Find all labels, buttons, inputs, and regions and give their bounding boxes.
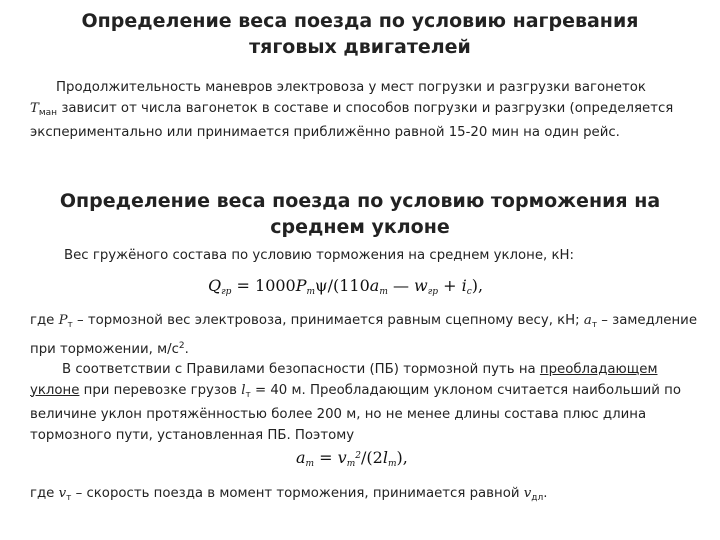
formula2-v-sub: т — [346, 459, 356, 469]
p3-symbol-P: P — [58, 313, 68, 328]
formula-deceleration — [296, 448, 408, 469]
p3-text-g: = 40 м. Преобладающим уклоном считается наибольший по величине уклон протяжённостью более 200 м, но не менее длины состава плюс длина тормозного пути, установленная ПБ. Поэтому — [30, 382, 681, 443]
formula2-sup: 2 — [355, 451, 361, 461]
p3-symbol-a-sub: т — [591, 320, 598, 330]
p3-text-d: . — [184, 341, 189, 357]
p4-symbol-v: v — [58, 486, 67, 501]
formula-plus: + — [438, 276, 462, 295]
formula-eq: = 1000 — [231, 276, 296, 295]
formula-i-sub: c — [466, 287, 472, 297]
p3-underlined-prevailing: преобладающем — [539, 362, 658, 377]
formula-loaded-weight — [208, 276, 483, 297]
formula2-l: l — [382, 448, 388, 467]
formula-psi: ψ/(110 — [315, 276, 370, 295]
formula-P: P — [295, 276, 307, 295]
formula-end: ), — [471, 276, 484, 295]
p4-symbol-vd-sub: дл — [531, 493, 544, 503]
p4-text-b: – скорость поезда в момент торможения, принимается равной — [71, 486, 524, 501]
p3-sup: 2 — [178, 340, 185, 351]
formula-minus: — — [387, 276, 415, 295]
formula2-a: a — [296, 448, 306, 467]
p3-symbol-l: l — [241, 382, 246, 398]
p4-symbol-v-sub: т — [66, 493, 72, 503]
p3-text-f: при перевозке грузов — [79, 382, 242, 398]
paragraph-braking-definitions — [30, 311, 702, 446]
p3-symbol-a: a — [583, 313, 592, 328]
symbol-T-subscript: ман — [38, 107, 58, 118]
p3-underlined-slope: уклоне — [30, 382, 80, 398]
p4-symbol-vd: v — [523, 486, 532, 501]
formula2-a-sub: т — [305, 459, 315, 469]
formula-w: w — [414, 276, 428, 295]
p3-symbol-P-sub: т — [67, 320, 73, 330]
formula-i: i — [461, 276, 467, 295]
formula2-l-sub: т — [387, 459, 397, 469]
p3-text-a: где — [30, 313, 59, 328]
symbol-T: T — [30, 100, 39, 116]
paragraph-speed-definition — [30, 484, 702, 509]
formula-a: a — [369, 276, 380, 295]
p3-text-b: – тормозной вес электровоза, принимается равным сцепному весу, кН; — [72, 313, 584, 328]
formula-w-sub: гр — [427, 287, 439, 297]
p3-symbol-l-sub: т — [245, 389, 251, 400]
formula2-eq: = — [314, 448, 338, 467]
heading-heating: Определение веса поезда по условию нагревания тяговых двигателей — [81, 10, 639, 58]
paragraph-maneuver-duration — [30, 78, 702, 144]
formula2-end: ), — [396, 448, 408, 467]
p1-text-b: зависит от числа вагонеток в составе и способов погрузки и разгрузки (определяется экспериментально или принимается приближённо равной 15-20 мин на один рейс. — [30, 100, 674, 140]
formula2-v: v — [337, 448, 347, 467]
formula-P-sub: т — [306, 287, 316, 297]
formula2-div: /(2 — [361, 448, 383, 467]
p3-text-c: – замедление при торможении, м/с — [30, 313, 697, 357]
p1-text-a: Продолжительность маневров электровоза у мест погрузки и разгрузки вагонеток — [56, 80, 646, 95]
formula-Q: Q — [208, 276, 222, 295]
p4-text-c: . — [543, 486, 548, 501]
formula-a-sub: т — [379, 287, 388, 297]
p4-text-a: где — [30, 486, 59, 501]
heading-braking: Определение веса поезда по условию торможения на среднем уклоне — [59, 190, 661, 238]
p3-text-e: В соответствии с Правилами безопасности (ПБ) тормозной путь на — [62, 362, 540, 377]
formula-Q-sub: гр — [221, 287, 232, 297]
paragraph-loaded-weight: Вес гружёного состава по условию торможения на среднем уклоне, кН: — [64, 248, 575, 263]
